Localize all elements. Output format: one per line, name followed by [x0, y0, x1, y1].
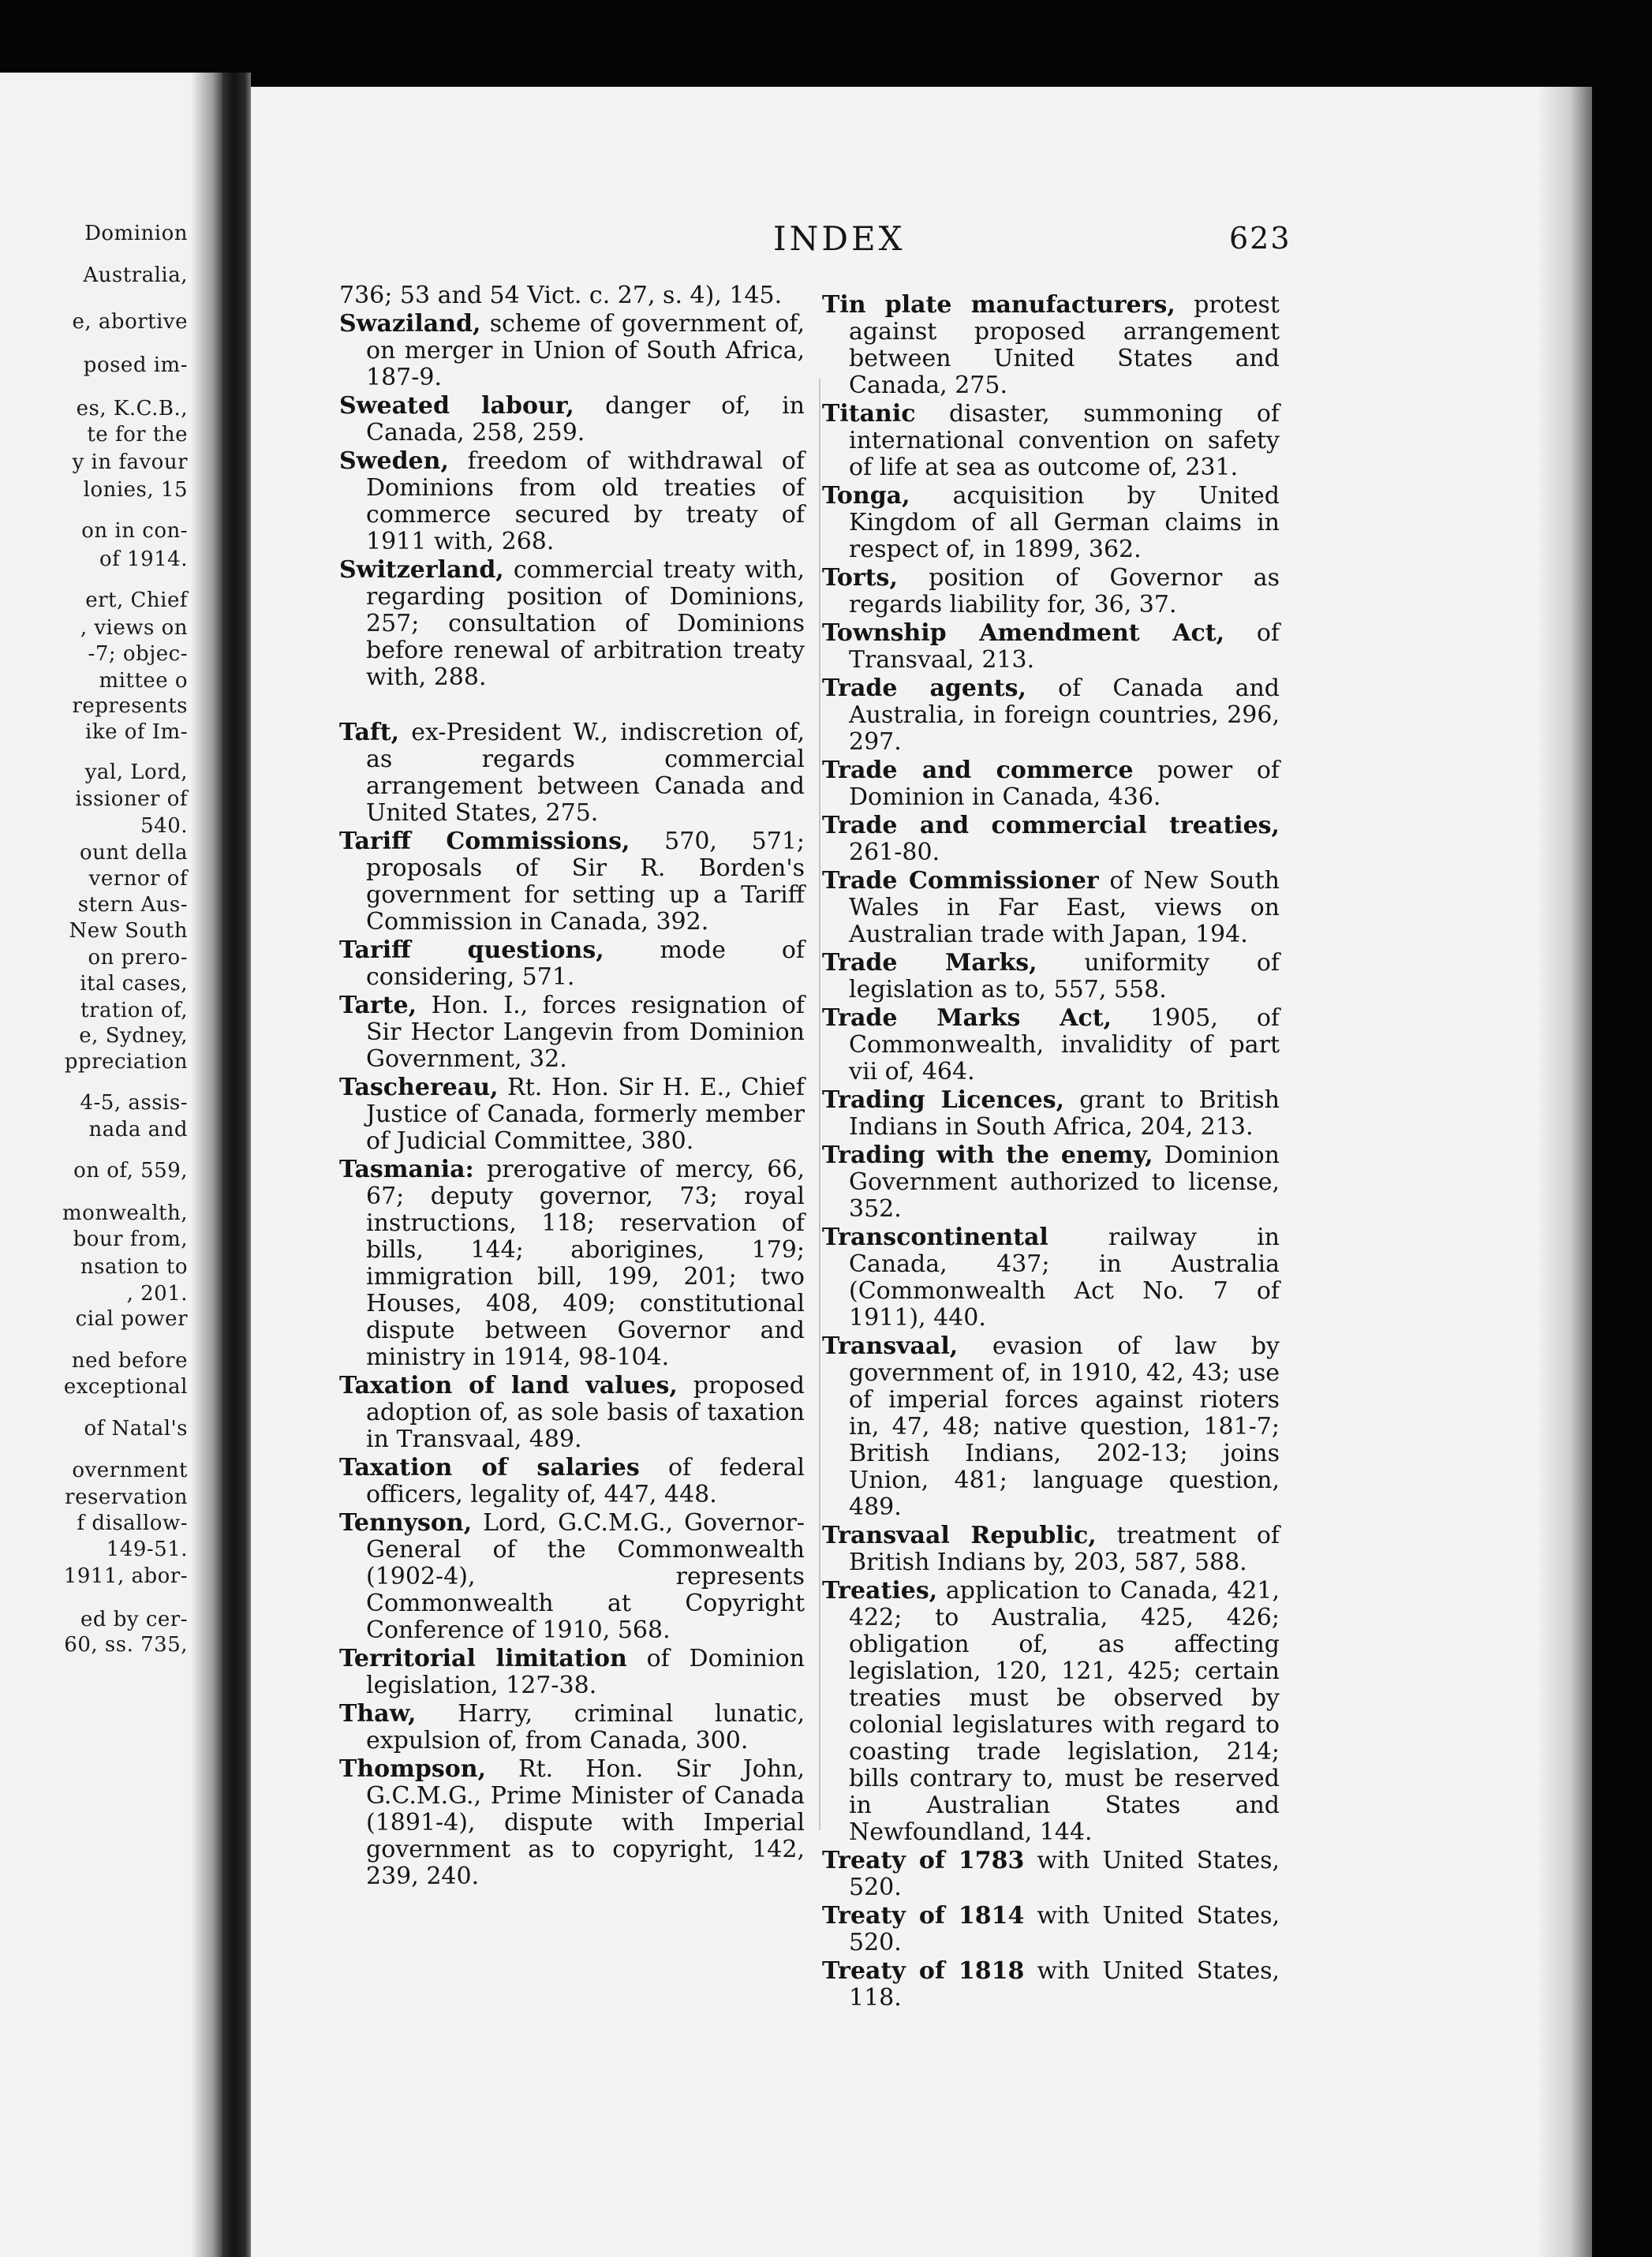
- index-entry-heading: Tariff questions,: [339, 936, 604, 964]
- index-entry-text: application to Canada, 421, 422; to Australia, 425, 426; obligation of, as affecting legislation, 120, 121, 425; certain treaties must be observed by colonial legislatures with regard to coasting trade legislation, 214; bills contrary to, must be reserved in Australian States and Newfoundland, 144.: [849, 1577, 1280, 1846]
- index-entry-heading: Tonga,: [822, 482, 910, 510]
- index-entry-heading: Trading Licences,: [822, 1086, 1065, 1114]
- index-page: [251, 87, 1592, 2257]
- previous-page-line: lonies, 15: [83, 478, 188, 502]
- index-entry: [822, 1005, 1280, 1086]
- index-entry-text: of New South Wales in Far East, views on Australian trade with Japan, 194.: [849, 867, 1280, 948]
- index-entry-heading: Trade Marks Act,: [822, 1004, 1112, 1032]
- index-entry-heading: Torts,: [822, 564, 898, 592]
- index-entry-text: of federal officers, legality of, 447, 448.: [366, 1454, 805, 1508]
- previous-page-line: 4-5, assis-: [80, 1091, 188, 1115]
- index-entry: [339, 1510, 805, 1644]
- index-entry: [339, 1074, 805, 1155]
- index-entry-text: proposed adoption of, as sole basis of taxation in Transvaal, 489.: [366, 1372, 805, 1453]
- book-spine: [222, 73, 251, 2257]
- index-entry: [822, 813, 1280, 866]
- previous-page-line: , views on: [80, 616, 188, 640]
- index-entry-heading: Territorial limitation: [339, 1645, 627, 1672]
- previous-page-line: tration of,: [80, 999, 188, 1022]
- index-entry-text: mode of considering, 571.: [366, 936, 805, 991]
- index-entry: [822, 1142, 1280, 1223]
- index-entry: [339, 282, 805, 309]
- index-entry-text: 1905, of Commonwealth, invalidity of part vii of, 464.: [849, 1004, 1280, 1086]
- previous-page-line: , 201.: [126, 1282, 188, 1306]
- previous-page-line: posed im-: [83, 353, 188, 377]
- previous-page-line: mittee o: [99, 669, 188, 693]
- index-entry-text: ex-President W., indiscretion of, as regards commercial arrangement between Canada and United States, 275.: [366, 719, 805, 827]
- index-entry: [822, 565, 1280, 618]
- index-entry: [822, 401, 1280, 481]
- previous-page-line: ount della: [79, 841, 188, 865]
- previous-page-line: ed by cer-: [80, 1608, 188, 1631]
- previous-page-edge: [0, 73, 222, 2257]
- index-entry: [822, 292, 1280, 399]
- index-entry: [822, 483, 1280, 563]
- previous-page-line: on prero-: [88, 946, 188, 970]
- index-entry: [339, 992, 805, 1073]
- index-entry-heading: Transvaal,: [822, 1332, 959, 1360]
- index-entry-heading: Trade and commercial treaties,: [822, 812, 1280, 839]
- index-entry-text: position of Governor as regards liability for, 36, 37.: [849, 564, 1280, 618]
- previous-page-line: 1911, abor-: [63, 1564, 188, 1588]
- index-entry: [822, 620, 1280, 674]
- previous-page-line: nada and: [88, 1118, 188, 1142]
- index-entry: [339, 719, 805, 827]
- previous-page-line: es, K.C.B.,: [76, 397, 188, 420]
- index-entry-heading: Trade and commerce: [822, 757, 1134, 784]
- index-entry-heading: Trade Commissioner: [822, 867, 1099, 895]
- index-entry-text: Rt. Hon. Sir H. E., Chief Justice of Canada, formerly member of Judicial Committee, 380.: [366, 1074, 805, 1155]
- index-entry: [339, 1373, 805, 1453]
- index-entry: [822, 1903, 1280, 1956]
- running-head: INDEX: [773, 219, 906, 258]
- index-entry-text: with United States, 118.: [849, 1957, 1280, 2012]
- index-entry: [339, 311, 805, 391]
- index-entry-heading: Tennyson,: [339, 1509, 473, 1537]
- index-entry-heading: Taschereau,: [339, 1074, 499, 1101]
- previous-page-line: exceptional: [63, 1375, 188, 1399]
- previous-page-line: ike of Im-: [85, 720, 188, 744]
- index-entry-heading: Taxation of land values,: [339, 1372, 678, 1399]
- index-entry-text: with United States, 520.: [849, 1847, 1280, 1901]
- index-entry: [822, 950, 1280, 1003]
- index-entry-heading: Taxation of salaries: [339, 1454, 640, 1482]
- previous-page-line: e, abortive: [72, 310, 188, 334]
- index-entry-text: danger of, in Canada, 258, 259.: [366, 392, 805, 447]
- index-entry: [822, 1958, 1280, 2012]
- index-entry-heading: Tarte,: [339, 992, 417, 1019]
- index-entry-heading: Transcontinental: [822, 1224, 1048, 1251]
- previous-page-line: ppreciation: [64, 1050, 188, 1074]
- previous-page-line: represents: [72, 694, 188, 718]
- previous-page-line: ital cases,: [80, 972, 188, 996]
- previous-page-line: vernor of: [88, 867, 188, 891]
- index-entry: [339, 1646, 805, 1699]
- index-entry: [822, 1333, 1280, 1521]
- previous-page-line: yal, Lord,: [84, 760, 188, 784]
- previous-page-line: te for the: [87, 423, 188, 447]
- index-entry: [822, 1578, 1280, 1846]
- index-entry-heading: Trade agents,: [822, 674, 1026, 702]
- previous-page-line: Dominion: [84, 222, 188, 245]
- index-entry-heading: Sweden,: [339, 447, 449, 475]
- previous-page-line: New South: [69, 919, 188, 943]
- index-entry-heading: Swaziland,: [339, 310, 481, 338]
- previous-page-line: y in favour: [72, 450, 188, 474]
- index-entry-heading: Titanic: [822, 400, 916, 428]
- index-entry-heading: Treaty of 1783: [822, 1847, 1025, 1874]
- index-entry-heading: Treaty of 1818: [822, 1957, 1025, 1985]
- index-entry: [339, 448, 805, 555]
- index-entry-text: of Canada and Australia, in foreign countries, 296, 297.: [849, 674, 1280, 756]
- index-entry-text: Hon. I., forces resignation of Sir Hector Langevin from Dominion Government, 32.: [366, 992, 805, 1073]
- index-entry: [822, 868, 1280, 948]
- previous-page-line: ned before: [71, 1349, 188, 1373]
- index-entry-heading: Switzerland,: [339, 556, 504, 584]
- previous-page-line: Australia,: [83, 263, 188, 287]
- index-entry-heading: Tariff Commissions,: [339, 828, 630, 855]
- previous-page-line: cial power: [75, 1307, 188, 1331]
- index-entry-text: 261-80.: [849, 839, 940, 866]
- previous-page-line: on of, 559,: [73, 1159, 188, 1183]
- index-entry-text: 570, 571; proposals of Sir R. Borden's government for setting up a Tariff Commission in Canada, 392.: [366, 828, 805, 936]
- index-entry-text: treatment of British Indians by, 203, 587, 588.: [849, 1522, 1280, 1576]
- index-entry: [822, 1523, 1280, 1576]
- index-entry-heading: Tasmania:: [339, 1156, 474, 1183]
- index-entry-heading: Thompson,: [339, 1755, 487, 1783]
- index-entry-text: disaster, summoning of international convention on safety of life at sea as outcome of, 231.: [849, 400, 1280, 481]
- index-entry-heading: Taft,: [339, 719, 400, 746]
- index-entry-heading: Thaw,: [339, 1700, 417, 1728]
- index-entry-text: acquisition by United Kingdom of all German claims in respect of, in 1899, 362.: [849, 482, 1280, 563]
- index-entry-heading: Trading with the enemy,: [822, 1142, 1153, 1169]
- previous-page-line: nsation to: [80, 1255, 188, 1279]
- index-entry-text: protest against proposed arrangement between United States and Canada, 275.: [849, 291, 1280, 399]
- index-entry: [339, 557, 805, 691]
- previous-page-line: 149-51.: [106, 1538, 188, 1561]
- index-entry-heading: Township Amendment Act,: [822, 619, 1225, 647]
- index-entry-text: uniformity of legislation as to, 557, 558.: [849, 949, 1280, 1003]
- index-entry-text: grant to British Indians in South Africa, 204, 213.: [849, 1086, 1280, 1141]
- index-entry: [339, 393, 805, 447]
- previous-page-line: ert, Chief: [85, 589, 188, 612]
- index-entry-text: freedom of withdrawal of Dominions from old treaties of commerce secured by treaty of 1911 with, 268.: [366, 447, 805, 555]
- index-entry-text: 736; 53 and 54 Vict. c. 27, s. 4), 145.: [339, 282, 783, 309]
- index-entry: [822, 1087, 1280, 1141]
- index-entry: [339, 937, 805, 991]
- index-entry: [339, 1701, 805, 1754]
- page-number: 623: [1229, 221, 1291, 256]
- previous-page-line: bour from,: [73, 1228, 188, 1251]
- index-entry-text: commercial treaty with, regarding position of Dominions, 257; consultation of Dominions before renewal of arbitration treaty with, 288.: [366, 556, 805, 691]
- index-entry-text: scheme of government of, on merger in Union of South Africa, 187-9.: [366, 310, 805, 391]
- index-entry-text: prerogative of mercy, 66, 67; deputy governor, 73; royal instructions, 118; reservation of bills, 144; aborigines, 179; immigration bill, 199, 201; two Houses, 408, 409; constitutional dispute between Governor and ministry in 1914, 98-104.: [366, 1156, 805, 1371]
- previous-page-line: f disallow-: [77, 1512, 188, 1535]
- index-entry-text: with United States, 520.: [849, 1902, 1280, 1956]
- index-column-left: [339, 282, 805, 1892]
- index-entry-heading: Sweated labour,: [339, 392, 574, 420]
- index-entry: [822, 757, 1280, 811]
- index-entry: [822, 675, 1280, 756]
- index-entry-text: Harry, criminal lunatic, expulsion of, from Canada, 300.: [366, 1700, 805, 1754]
- index-entry: [339, 1157, 805, 1371]
- previous-page-line: overnment: [72, 1459, 188, 1482]
- page-edge-shadow: [1537, 87, 1592, 2257]
- index-entry-heading: Transvaal Republic,: [822, 1522, 1097, 1549]
- page-fold-shadow: [191, 73, 222, 2257]
- index-entry-text: evasion of law by government of, in 1910, 42, 43; use of imperial forces against rioters in, 47, 48; native question, 181-7; British Indians, 202-13; joins Union, 481; language question, 489.: [849, 1332, 1280, 1521]
- previous-page-line: on in con-: [81, 519, 188, 543]
- previous-page-line: -7; objec-: [88, 642, 188, 666]
- index-entry-text: power of Dominion in Canada, 436.: [849, 757, 1280, 811]
- previous-page-line: of 1914.: [99, 547, 188, 571]
- previous-page-line: 60, ss. 735,: [64, 1633, 188, 1657]
- index-entry: [822, 1848, 1280, 1901]
- previous-page-line: 540.: [140, 814, 188, 838]
- index-entry-text: Lord, G.C.M.G., Governor-General of the Commonwealth (1902-4), represents Commonwealth at Copyright Conference of 1910, 568.: [366, 1509, 805, 1644]
- index-entry: [339, 1756, 805, 1890]
- index-entry-heading: Trade Marks,: [822, 949, 1037, 977]
- index-column-right: [822, 292, 1280, 2013]
- index-entry-text: of Dominion legislation, 127-38.: [366, 1645, 805, 1699]
- index-entry-text: railway in Canada, 437; in Australia (Commonwealth Act No. 7 of 1911), 440.: [849, 1224, 1280, 1332]
- previous-page-line: issioner of: [75, 787, 188, 811]
- index-entry: [822, 1224, 1280, 1332]
- index-entry-text: Rt. Hon. Sir John, G.C.M.G., Prime Minister of Canada (1891-4), dispute with Imperial government as to copyright, 142, 239, 240.: [366, 1755, 805, 1890]
- previous-page-line: reservation: [65, 1485, 188, 1509]
- index-entry-text: Dominion Government authorized to license, 352.: [849, 1142, 1280, 1223]
- index-entry-text: of Transvaal, 213.: [849, 619, 1280, 674]
- index-entry-heading: Treaties,: [822, 1577, 938, 1605]
- column-divider: [819, 379, 820, 1830]
- previous-page-line: monwealth,: [62, 1201, 188, 1225]
- previous-page-line: e, Sydney,: [79, 1024, 188, 1048]
- index-entry: [339, 828, 805, 936]
- previous-page-line: of Natal's: [84, 1417, 188, 1441]
- index-entry: [339, 1455, 805, 1508]
- index-entry-heading: Tin plate manufacturers,: [822, 291, 1175, 319]
- previous-page-line: stern Aus-: [77, 893, 188, 917]
- index-entry-heading: Treaty of 1814: [822, 1902, 1025, 1930]
